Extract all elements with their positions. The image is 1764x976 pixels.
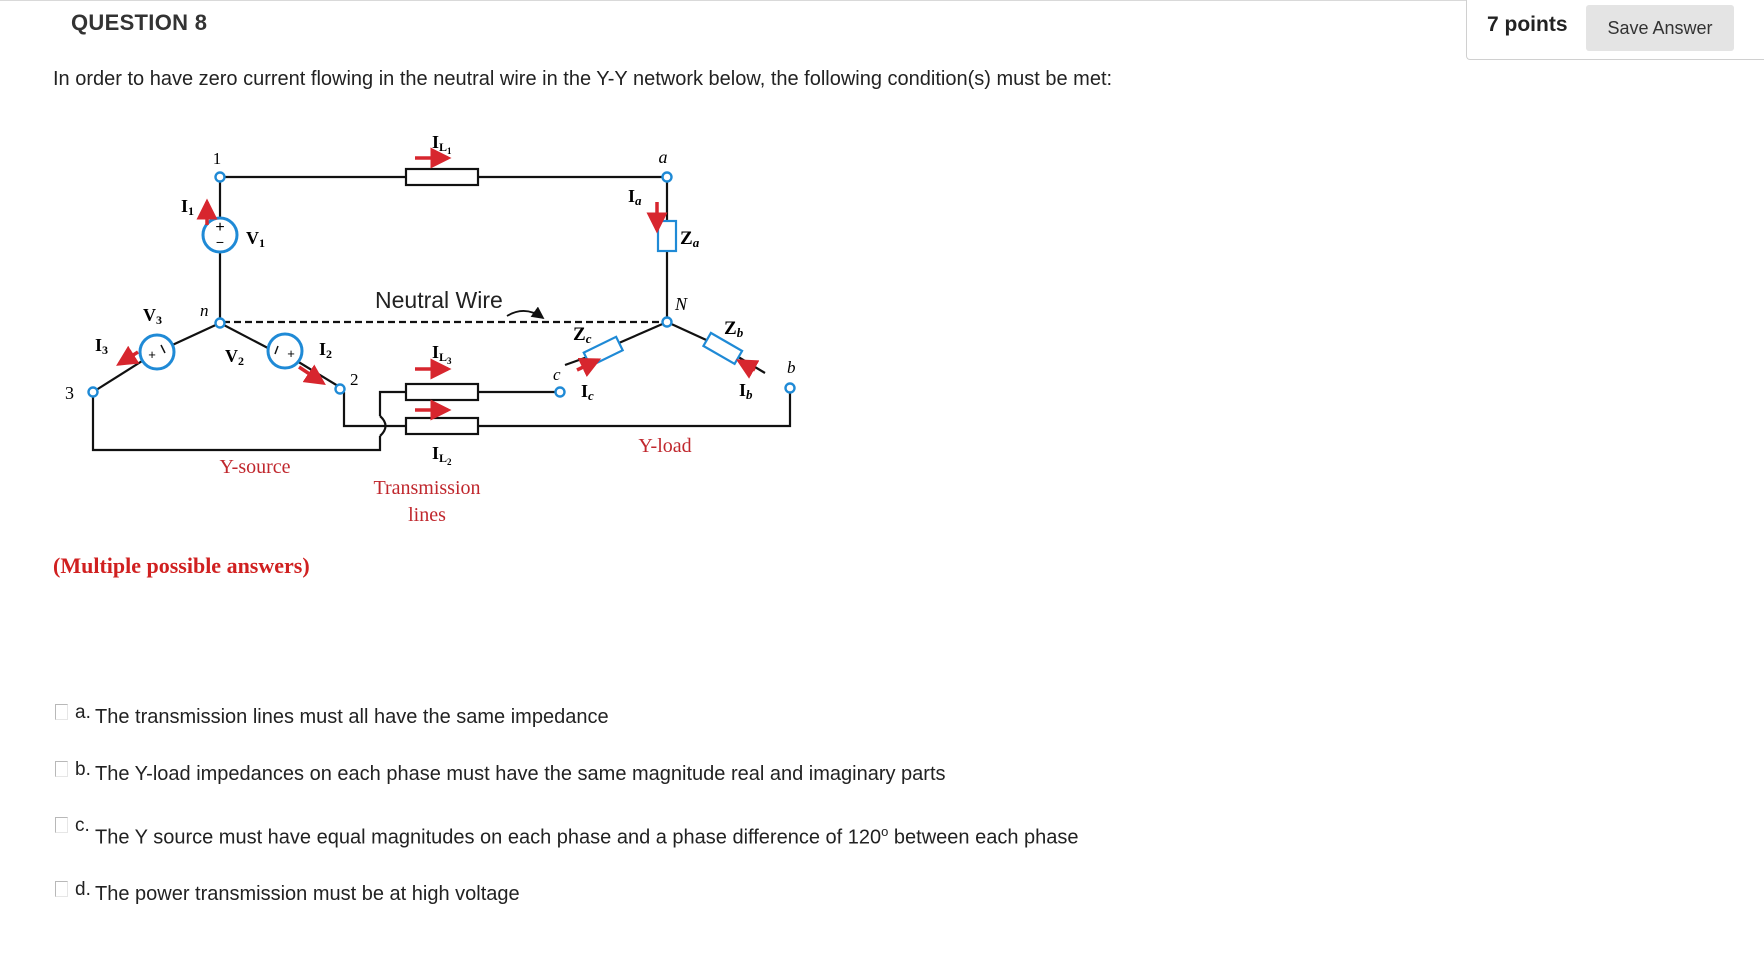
neutral-wire-label: Neutral Wire xyxy=(375,287,503,313)
option-d-letter: d. xyxy=(75,879,91,900)
node-b xyxy=(786,384,795,393)
voltage-source-2 xyxy=(268,334,302,368)
points-panel xyxy=(1466,0,1764,60)
node-n-label: n xyxy=(200,301,209,320)
y-y-network-diagram xyxy=(55,110,815,540)
option-b-letter: b. xyxy=(75,759,91,780)
node-N-label: N xyxy=(675,294,688,314)
node-N xyxy=(663,318,672,327)
source-1-plus: + xyxy=(215,219,225,236)
option-c-text: The Y source must have equal magnitudes on each phase and a phase difference of 120$^o$ between each phase xyxy=(95,824,1079,849)
node-b-label: b xyxy=(787,358,796,377)
node-c-label: c xyxy=(553,365,561,384)
question-title: QUESTION 8 xyxy=(71,10,208,35)
load-impedance-a xyxy=(658,221,676,251)
source-1-minus: − xyxy=(215,234,225,250)
node-c xyxy=(556,388,565,397)
source-3-plus: + xyxy=(148,347,156,362)
V2-label: V2 xyxy=(225,346,244,368)
Zc-label: Zc xyxy=(573,324,592,346)
y-source-label: Y-source xyxy=(219,456,291,478)
transmission-label-line1: Transmission xyxy=(373,477,481,499)
node-3 xyxy=(89,388,98,397)
line-impedance-2 xyxy=(406,418,478,434)
IL1-label: IL1 xyxy=(432,132,452,156)
checkbox-a[interactable] xyxy=(55,704,68,720)
node-1-label: 1 xyxy=(212,149,222,168)
I3-label: I3 xyxy=(95,335,109,357)
Ia-label: Ia xyxy=(628,186,642,208)
node-a-label: a xyxy=(658,147,668,167)
node-2-label: 2 xyxy=(350,370,359,389)
voltage-source-3 xyxy=(140,335,174,369)
node-3-label: 3 xyxy=(65,383,74,403)
IL3-label: IL3 xyxy=(432,342,452,366)
current-arrows xyxy=(119,158,755,410)
V1-label: V1 xyxy=(246,228,265,250)
option-b-text: The Y-load impedances on each phase must have the same magnitude real and imaginary parts xyxy=(95,763,946,785)
checkbox-c[interactable] xyxy=(55,817,68,833)
IL2-label: IL2 xyxy=(432,443,452,467)
transmission-label-line2: lines xyxy=(408,504,446,526)
Zb-label: Zb xyxy=(724,318,744,340)
source-2-plus: + xyxy=(287,346,295,361)
neutral-pointer-arrow xyxy=(507,311,543,318)
multiple-answers-note: (Multiple possible answers) xyxy=(53,553,310,578)
question-text: In order to have zero current flowing in the neutral wire in the Y-Y network below, the following condition(s) must be met: xyxy=(53,68,1113,90)
points-label: 7 points xyxy=(1487,13,1568,36)
line-impedance-1 xyxy=(406,169,478,185)
node-1 xyxy=(216,173,225,182)
checkbox-d[interactable] xyxy=(55,881,68,897)
option-c-letter: c. xyxy=(75,815,90,836)
option-d-text: The power transmission must be at high voltage xyxy=(95,883,520,905)
arrow-I3 xyxy=(119,352,138,364)
Ib-label: Ib xyxy=(739,380,753,402)
I2-label: I2 xyxy=(319,339,333,361)
V3-label: V3 xyxy=(143,305,162,327)
Ic-label: Ic xyxy=(581,381,594,403)
y-load-label: Y-load xyxy=(638,435,692,457)
option-a-letter: a. xyxy=(75,702,91,723)
source-legs xyxy=(93,356,338,392)
save-answer-button[interactable]: Save Answer xyxy=(1586,5,1734,51)
option-a-text: The transmission lines must all have the same impedance xyxy=(95,706,609,728)
I1-label: I1 xyxy=(181,196,195,218)
node-a xyxy=(663,173,672,182)
Za-label: Za xyxy=(680,228,700,250)
line-impedance-3 xyxy=(406,384,478,400)
checkbox-b[interactable] xyxy=(55,761,68,777)
node-2 xyxy=(336,385,345,394)
node-n xyxy=(216,319,225,328)
